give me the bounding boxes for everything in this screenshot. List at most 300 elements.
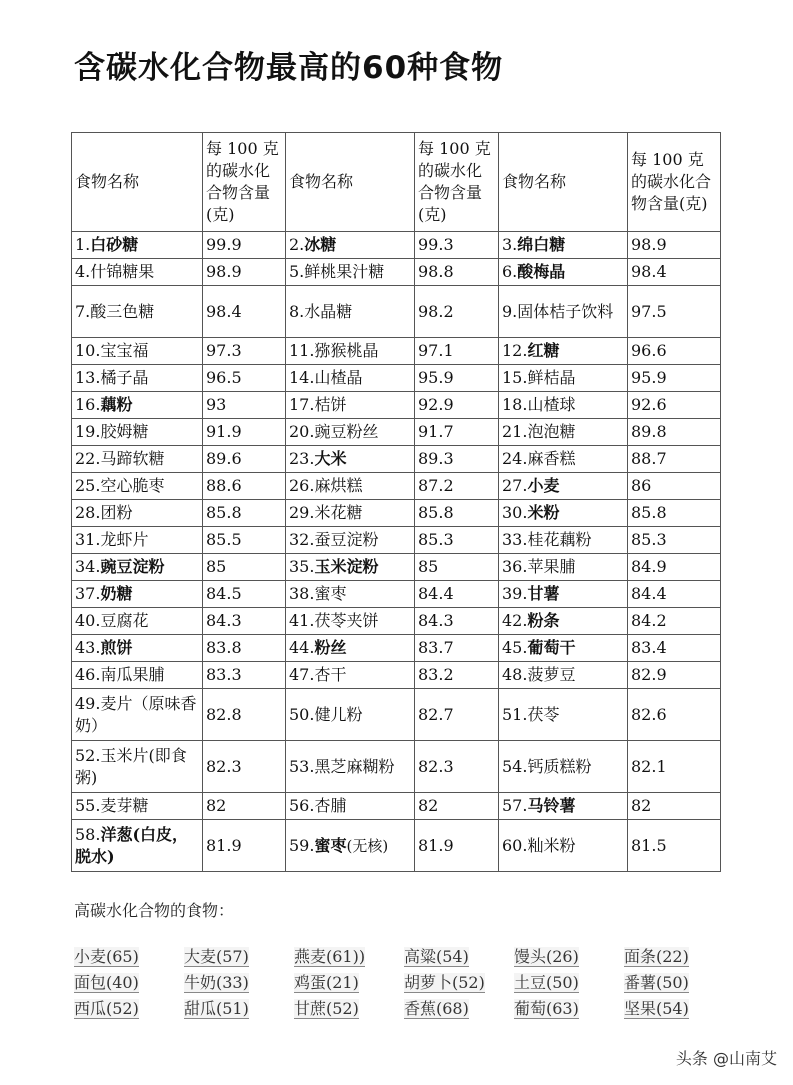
high-carb-item <box>624 944 734 970</box>
carb-value-cell: 98.2 <box>415 286 499 338</box>
carb-value-cell: 81.9 <box>415 820 499 872</box>
carb-value-cell: 81.9 <box>203 820 286 872</box>
food-name-cell <box>286 473 415 500</box>
food-number: 34. <box>75 557 101 576</box>
carb-value-cell: 97.5 <box>628 286 721 338</box>
high-carb-item-text: 小麦(65) <box>74 947 139 966</box>
carb-value-cell: 82 <box>628 793 721 820</box>
food-name-cell <box>72 338 203 365</box>
carb-value-cell: 83.4 <box>628 635 721 662</box>
food-name-cell <box>286 286 415 338</box>
food-number: 53. <box>289 756 315 776</box>
food-number: 22. <box>75 449 101 468</box>
food-number: 19. <box>75 422 101 441</box>
table-row <box>72 259 721 286</box>
carb-value-cell: 82.1 <box>628 741 721 793</box>
high-carb-item-text: 鸡蛋(21) <box>294 973 359 992</box>
food-name: 玉米片(即食粥) <box>75 745 187 787</box>
table-row <box>72 286 721 338</box>
carb-value-cell: 97.3 <box>203 338 286 365</box>
food-name: 白砂糖 <box>90 235 139 254</box>
carb-value-cell: 99.9 <box>203 232 286 259</box>
food-number: 14. <box>289 368 315 387</box>
food-name-cell <box>499 635 628 662</box>
food-name: 煎饼 <box>100 638 133 657</box>
food-name: 粉丝 <box>314 638 347 657</box>
carb-value-cell: 96.5 <box>203 365 286 392</box>
food-name: 酸梅晶 <box>517 262 566 281</box>
high-carb-item <box>514 970 624 996</box>
food-name-cell <box>72 527 203 554</box>
carb-value-cell: 84.5 <box>203 581 286 608</box>
food-number: 23. <box>289 449 315 468</box>
table-row <box>72 527 721 554</box>
food-number: 10. <box>75 341 101 360</box>
food-name: 茯苓夹饼 <box>314 611 379 630</box>
food-name: 麻香糕 <box>527 449 576 468</box>
food-name-cell <box>72 581 203 608</box>
food-name: 麻烘糕 <box>314 476 363 495</box>
carb-value-cell: 95.9 <box>628 365 721 392</box>
food-name-cell <box>286 446 415 473</box>
carb-value-cell: 83.2 <box>415 662 499 689</box>
food-name: 绵白糖 <box>517 235 566 254</box>
food-name-cell <box>72 689 203 741</box>
food-name-cell <box>72 232 203 259</box>
food-number: 40. <box>75 611 101 630</box>
food-name: 豌豆粉丝 <box>314 422 379 441</box>
carb-value-cell: 82.6 <box>628 689 721 741</box>
table-row <box>72 635 721 662</box>
carb-value-cell: 89.8 <box>628 419 721 446</box>
food-name: 鲜桃果汁糖 <box>304 262 385 281</box>
table-row <box>72 608 721 635</box>
food-number: 35. <box>289 557 315 576</box>
food-name: 健儿粉 <box>314 704 363 724</box>
high-carb-item <box>184 996 294 1022</box>
table-row <box>72 365 721 392</box>
carb-value-cell: 85.3 <box>628 527 721 554</box>
food-name: 鲜桔晶 <box>527 368 576 387</box>
food-name-cell <box>286 232 415 259</box>
food-number: 48. <box>502 665 528 684</box>
food-name-cell <box>499 793 628 820</box>
high-carb-item <box>624 996 734 1022</box>
food-name-cell <box>499 286 628 338</box>
high-carb-row <box>74 970 734 996</box>
table-row <box>72 820 721 872</box>
carb-value-cell: 89.6 <box>203 446 286 473</box>
carb-value-cell: 82.3 <box>203 741 286 793</box>
food-number: 43. <box>75 638 101 657</box>
high-carb-item-text: 甘蔗(52) <box>294 999 359 1018</box>
food-name-cell <box>72 554 203 581</box>
carb-value-cell: 95.9 <box>415 365 499 392</box>
table-row <box>72 392 721 419</box>
food-name-cell <box>72 392 203 419</box>
food-name-cell <box>72 741 203 793</box>
food-number: 32. <box>289 530 315 549</box>
high-carb-title: 高碳水化合物的食物： <box>74 901 235 920</box>
carb-value-cell: 84.3 <box>415 608 499 635</box>
food-number: 9. <box>502 301 518 321</box>
food-number: 54. <box>502 756 528 776</box>
carb-value-cell: 99.3 <box>415 232 499 259</box>
food-name-cell <box>286 365 415 392</box>
food-number: 37. <box>75 584 101 603</box>
carb-value-cell: 87.2 <box>415 473 499 500</box>
food-number: 56. <box>289 796 315 815</box>
food-number: 47. <box>289 665 315 684</box>
food-number: 45. <box>502 638 528 657</box>
table-row <box>72 662 721 689</box>
food-name: 钙质糕粉 <box>527 756 592 776</box>
high-carb-item-text: 胡萝卜(52) <box>404 973 485 992</box>
food-number: 7. <box>75 301 91 321</box>
food-number: 6. <box>502 262 518 281</box>
food-number: 33. <box>502 530 528 549</box>
carb-value-cell: 91.7 <box>415 419 499 446</box>
carb-value-cell: 91.9 <box>203 419 286 446</box>
table-row <box>72 793 721 820</box>
food-name-cell <box>286 820 415 872</box>
food-name-suffix: (无核) <box>346 836 389 855</box>
high-carb-item <box>514 996 624 1022</box>
food-number: 50. <box>289 704 315 724</box>
carb-value-cell: 85 <box>203 554 286 581</box>
food-name-cell <box>499 338 628 365</box>
high-carb-item-text: 坚果(54) <box>624 999 689 1018</box>
carb-value-cell: 82 <box>203 793 286 820</box>
high-carb-item <box>74 996 184 1022</box>
high-carb-item <box>184 970 294 996</box>
food-name-cell <box>286 662 415 689</box>
food-number: 30. <box>502 503 528 522</box>
food-number: 46. <box>75 665 101 684</box>
food-name: 马铃薯 <box>527 796 576 815</box>
food-name: 藕粉 <box>100 395 133 414</box>
food-name: 粉条 <box>527 611 560 630</box>
food-number: 52. <box>75 745 101 765</box>
carb-value-cell: 82.8 <box>203 689 286 741</box>
food-name-cell <box>72 662 203 689</box>
food-name-cell <box>286 554 415 581</box>
food-number: 58. <box>75 824 101 844</box>
food-name: 龙虾片 <box>100 530 149 549</box>
food-name: 泡泡糖 <box>527 422 576 441</box>
food-name: 胶姆糖 <box>100 422 149 441</box>
header-carb-value: 每 100 克的碳水化合物含量(克) <box>628 133 721 232</box>
high-carb-item <box>184 944 294 970</box>
food-name-cell <box>286 527 415 554</box>
food-name: 马蹄软糖 <box>100 449 165 468</box>
food-name: 甘薯 <box>527 584 560 603</box>
food-name: 麦片（原味香奶） <box>75 693 197 735</box>
high-carb-item <box>294 996 404 1022</box>
food-number: 8. <box>289 301 305 321</box>
food-name: 黑芝麻糊粉 <box>314 756 395 776</box>
carb-value-cell: 88.7 <box>628 446 721 473</box>
food-name: 大米 <box>314 449 347 468</box>
table-row <box>72 741 721 793</box>
food-name: 猕猴桃晶 <box>314 341 379 360</box>
carb-value-cell: 85.5 <box>203 527 286 554</box>
food-number: 11. <box>289 341 315 360</box>
carb-value-cell: 92.9 <box>415 392 499 419</box>
carb-value-cell: 84.9 <box>628 554 721 581</box>
high-carb-row <box>74 996 734 1022</box>
page-title: 含碳水化合物最高的60种食物 <box>74 50 504 86</box>
food-name-cell <box>286 741 415 793</box>
food-name-cell <box>286 635 415 662</box>
high-carb-item-text: 牛奶(33) <box>184 973 249 992</box>
food-name: 桂花藕粉 <box>527 530 592 549</box>
high-carb-item <box>624 970 734 996</box>
food-name-cell <box>72 365 203 392</box>
food-number: 18. <box>502 395 528 414</box>
footer-watermark: 头条 @山南艾 <box>675 1049 777 1068</box>
food-number: 38. <box>289 584 315 603</box>
food-name-cell <box>499 527 628 554</box>
food-name: 红糖 <box>527 341 560 360</box>
carb-value-cell: 88.6 <box>203 473 286 500</box>
carb-value-cell: 96.6 <box>628 338 721 365</box>
carb-value-cell: 83.8 <box>203 635 286 662</box>
carb-value-cell: 98.8 <box>415 259 499 286</box>
carb-value-cell: 98.9 <box>628 232 721 259</box>
food-name: 团粉 <box>100 503 133 522</box>
food-name: 豌豆淀粉 <box>100 557 165 576</box>
food-name-cell <box>499 259 628 286</box>
food-number: 51. <box>502 704 528 724</box>
food-name-cell <box>499 392 628 419</box>
table-row <box>72 232 721 259</box>
high-carb-item <box>74 944 184 970</box>
high-carb-item-text: 西瓜(52) <box>74 999 139 1018</box>
food-name: 豆腐花 <box>100 611 149 630</box>
food-name-cell <box>499 820 628 872</box>
carb-value-cell: 84.4 <box>415 581 499 608</box>
food-name-cell <box>72 793 203 820</box>
carb-value-cell: 84.2 <box>628 608 721 635</box>
food-name-cell <box>72 473 203 500</box>
food-number: 24. <box>502 449 528 468</box>
food-name-cell <box>499 365 628 392</box>
food-name-cell <box>499 446 628 473</box>
food-number: 4. <box>75 262 91 281</box>
carb-value-cell: 85.8 <box>628 500 721 527</box>
high-carb-item-text: 番薯(50) <box>624 973 689 992</box>
food-name-cell <box>72 820 203 872</box>
food-number: 55. <box>75 796 101 815</box>
carb-value-cell: 85.8 <box>415 500 499 527</box>
high-carb-item <box>404 996 514 1022</box>
food-name: 洋葱(白皮，脱水) <box>75 824 189 866</box>
food-name: 冰糖 <box>304 235 337 254</box>
table-row <box>72 473 721 500</box>
food-name: 酸三色糖 <box>90 301 155 321</box>
carb-value-cell: 82.7 <box>415 689 499 741</box>
carb-value-cell: 82.3 <box>415 741 499 793</box>
food-name: 桔饼 <box>314 395 347 414</box>
food-number: 1. <box>75 235 91 254</box>
food-name: 杏干 <box>314 665 347 684</box>
carb-value-cell: 84.4 <box>628 581 721 608</box>
food-name-cell <box>72 419 203 446</box>
food-number: 12. <box>502 341 528 360</box>
food-name-cell <box>499 741 628 793</box>
carb-value-cell: 81.5 <box>628 820 721 872</box>
carb-value-cell: 85 <box>415 554 499 581</box>
food-name-cell <box>72 286 203 338</box>
carb-value-cell: 86 <box>628 473 721 500</box>
carb-value-cell: 98.9 <box>203 259 286 286</box>
high-carb-item-text: 燕麦(61)) <box>294 947 366 966</box>
food-number: 26. <box>289 476 315 495</box>
food-name: 玉米淀粉 <box>314 557 379 576</box>
food-number: 21. <box>502 422 528 441</box>
high-carb-grid <box>74 944 734 1022</box>
high-carb-row <box>74 944 734 970</box>
food-number: 16. <box>75 395 101 414</box>
food-number: 42. <box>502 611 528 630</box>
food-name-cell <box>499 581 628 608</box>
carb-value-cell: 85.8 <box>203 500 286 527</box>
food-name: 菠萝豆 <box>527 665 576 684</box>
food-number: 57. <box>502 796 528 815</box>
food-number: 13. <box>75 368 101 387</box>
food-name-cell <box>286 608 415 635</box>
food-name-cell <box>286 581 415 608</box>
carb-value-cell: 85.3 <box>415 527 499 554</box>
carb-value-cell: 92.6 <box>628 392 721 419</box>
food-number: 39. <box>502 584 528 603</box>
header-carb-value: 每 100 克的碳水化合物含量(克) <box>203 133 286 232</box>
high-carb-item <box>404 944 514 970</box>
carb-value-cell: 82.9 <box>628 662 721 689</box>
high-carb-item <box>514 944 624 970</box>
food-name-cell <box>72 500 203 527</box>
food-name-cell <box>72 635 203 662</box>
high-carb-item-text: 面包(40) <box>74 973 139 992</box>
food-name-cell <box>286 259 415 286</box>
high-carb-item-text: 馒头(26) <box>514 947 579 966</box>
food-name-cell <box>286 392 415 419</box>
high-carb-item <box>404 970 514 996</box>
high-carb-item <box>294 944 404 970</box>
food-name-cell <box>499 554 628 581</box>
food-number: 15. <box>502 368 528 387</box>
food-number: 59. <box>289 835 315 855</box>
carb-value-cell: 82 <box>415 793 499 820</box>
food-name-cell <box>499 500 628 527</box>
high-carb-item-text: 高粱(54) <box>404 947 469 966</box>
food-name: 蜜枣 <box>314 584 347 603</box>
food-name: 橘子晶 <box>100 368 149 387</box>
table-row <box>72 581 721 608</box>
food-number: 49. <box>75 693 101 713</box>
food-name: 茯苓 <box>527 704 560 724</box>
high-carb-item-text: 面条(22) <box>624 947 689 966</box>
food-name: 山楂球 <box>527 395 576 414</box>
food-name: 籼米粉 <box>527 835 576 855</box>
table-row <box>72 446 721 473</box>
food-number: 20. <box>289 422 315 441</box>
table-header-row <box>72 133 721 232</box>
food-number: 28. <box>75 503 101 522</box>
food-name: 小麦 <box>527 476 560 495</box>
header-food-name: 食物名称 <box>499 133 628 232</box>
food-name: 奶糖 <box>100 584 133 603</box>
food-name-cell <box>286 419 415 446</box>
carb-value-cell: 98.4 <box>628 259 721 286</box>
high-carb-item-text: 土豆(50) <box>514 973 579 992</box>
food-name: 杏脯 <box>314 796 347 815</box>
carb-value-cell: 83.7 <box>415 635 499 662</box>
food-number: 3. <box>502 235 518 254</box>
table-row <box>72 419 721 446</box>
food-name: 米粉 <box>527 503 560 522</box>
food-number: 44. <box>289 638 315 657</box>
food-name-cell <box>499 689 628 741</box>
high-carb-item <box>294 970 404 996</box>
high-carb-item-text: 葡萄(63) <box>514 999 579 1018</box>
food-name: 葡萄干 <box>527 638 576 657</box>
high-carb-item <box>74 970 184 996</box>
food-number: 31. <box>75 530 101 549</box>
food-name: 南瓜果脯 <box>100 665 165 684</box>
food-name: 苹果脯 <box>527 557 576 576</box>
food-name: 米花糖 <box>314 503 363 522</box>
carb-value-cell: 84.3 <box>203 608 286 635</box>
food-name: 山楂晶 <box>314 368 363 387</box>
food-name-cell <box>286 338 415 365</box>
food-name-cell <box>499 608 628 635</box>
carb-value-cell: 83.3 <box>203 662 286 689</box>
high-carb-item-text: 甜瓜(51) <box>184 999 249 1018</box>
food-number: 29. <box>289 503 315 522</box>
header-food-name: 食物名称 <box>286 133 415 232</box>
table-row <box>72 689 721 741</box>
food-name-cell <box>499 419 628 446</box>
food-name: 宝宝福 <box>100 341 149 360</box>
food-name-cell <box>286 793 415 820</box>
header-food-name: 食物名称 <box>72 133 203 232</box>
food-number: 27. <box>502 476 528 495</box>
header-carb-value: 每 100 克的碳水化合物含量(克) <box>415 133 499 232</box>
food-name-cell <box>72 608 203 635</box>
food-name: 麦芽糖 <box>100 796 149 815</box>
food-number: 36. <box>502 557 528 576</box>
food-name: 蜜枣 <box>314 835 347 855</box>
food-name-cell <box>286 500 415 527</box>
food-name: 空心脆枣 <box>100 476 165 495</box>
food-name: 水晶糖 <box>304 301 353 321</box>
food-name: 什锦糖果 <box>90 262 155 281</box>
table-row <box>72 554 721 581</box>
food-number: 2. <box>289 235 305 254</box>
food-name-cell <box>72 446 203 473</box>
table-row <box>72 338 721 365</box>
food-name-cell <box>499 473 628 500</box>
food-number: 25. <box>75 476 101 495</box>
high-carb-item-text: 大麦(57) <box>184 947 249 966</box>
food-name-cell <box>499 662 628 689</box>
high-carb-item-text: 香蕉(68) <box>404 999 469 1018</box>
carb-value-cell: 89.3 <box>415 446 499 473</box>
food-name-cell <box>499 232 628 259</box>
carb-table <box>71 132 721 872</box>
